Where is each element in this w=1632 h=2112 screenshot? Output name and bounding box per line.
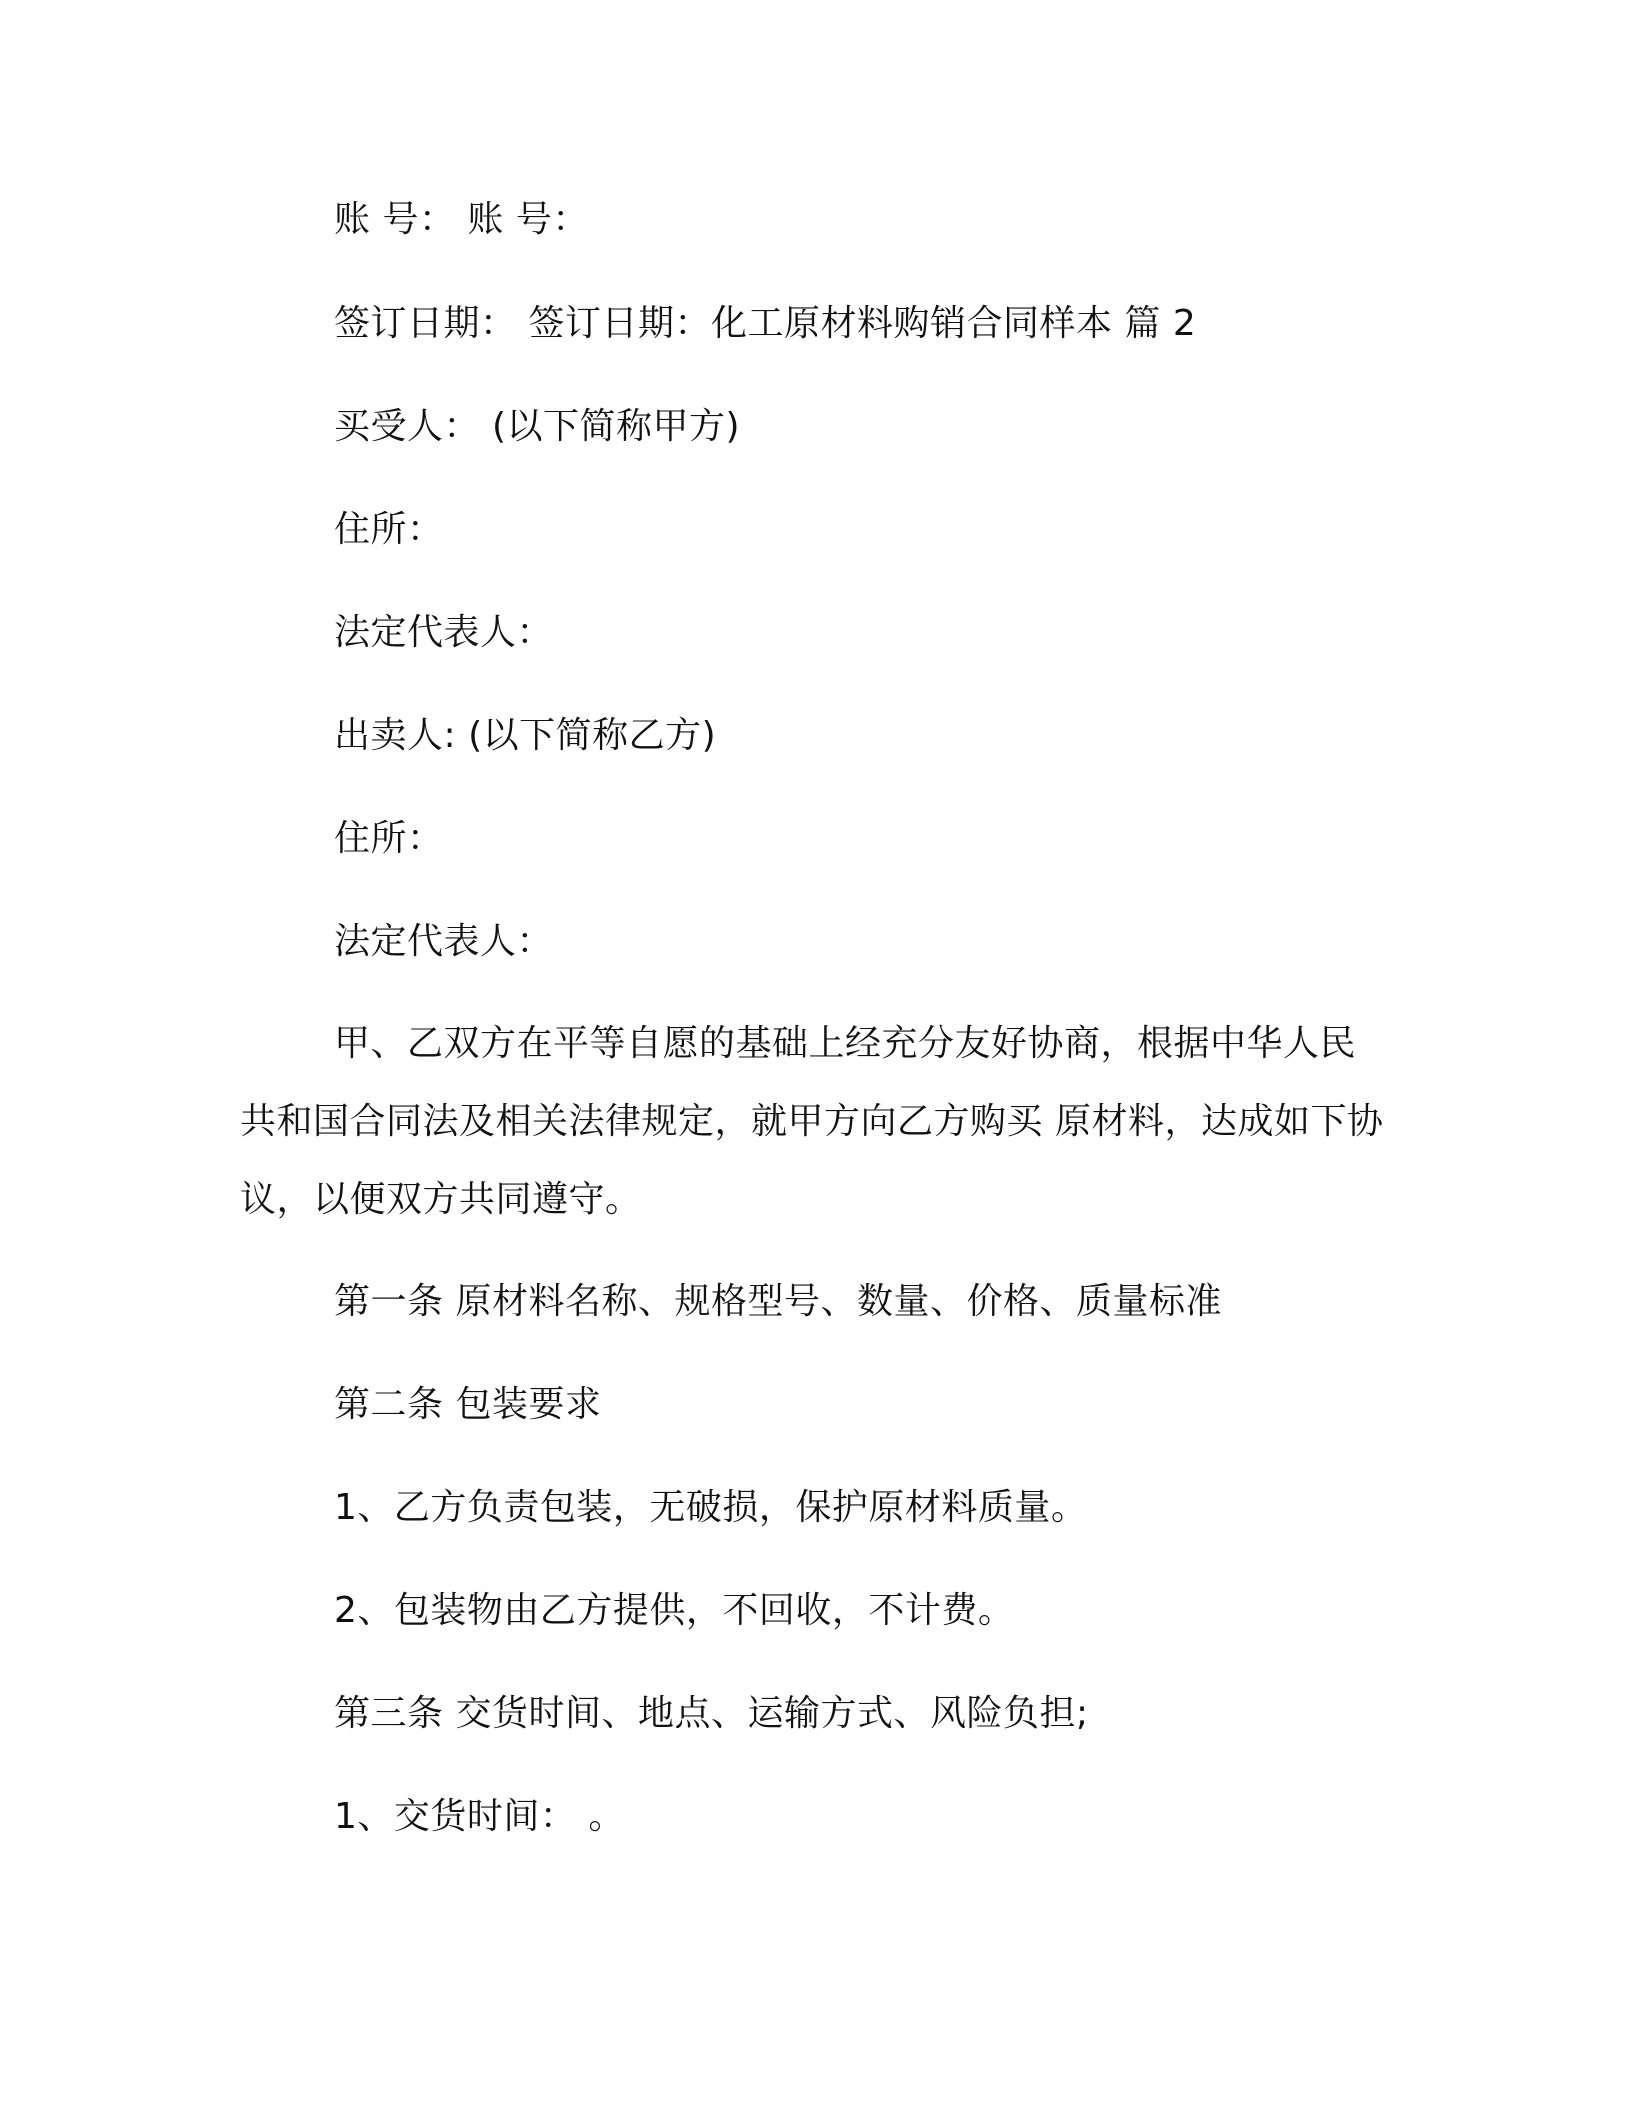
seller-legal-rep-line: 法定代表人： (334, 921, 554, 962)
buyer-address-line: 住所： (334, 509, 444, 550)
buyer-line: 买受人： (以下简称甲方) (334, 406, 741, 447)
seller-address-line: 住所： (334, 818, 444, 859)
clause-2-heading: 第二条 包装要求 (334, 1384, 602, 1425)
clause-1-heading: 第一条 原材料名称、规格型号、数量、价格、质量标准 (334, 1281, 1222, 1322)
seller-line: 出卖人: (以下简称乙方) (334, 715, 717, 756)
signing-date-line: 签订日期： 签订日期：化工原材料购销合同样本 篇 2 (334, 303, 1197, 344)
intro-paragraph: 甲、乙双方在平等自愿的基础上经充分友好协商，根据中华人民共和国合同法及相关法律规定，就甲方向乙方购买 原材料，达成如下协议，以便双方共同遵守。 (240, 1023, 1384, 1220)
clause-3-heading: 第三条 交货时间、地点、运输方式、风险负担; (334, 1693, 1089, 1734)
clause-2-item-1: 1、乙方负责包装，无破损，保护原材料质量。 (334, 1487, 1088, 1528)
buyer-legal-rep-line: 法定代表人： (334, 612, 554, 653)
account-line: 账 号： 账 号： (334, 199, 589, 240)
clause-2-item-2: 2、包装物由乙方提供，不回收，不计费。 (334, 1590, 1015, 1631)
clause-3-item-1: 1、交货时间： 。 (334, 1796, 625, 1837)
